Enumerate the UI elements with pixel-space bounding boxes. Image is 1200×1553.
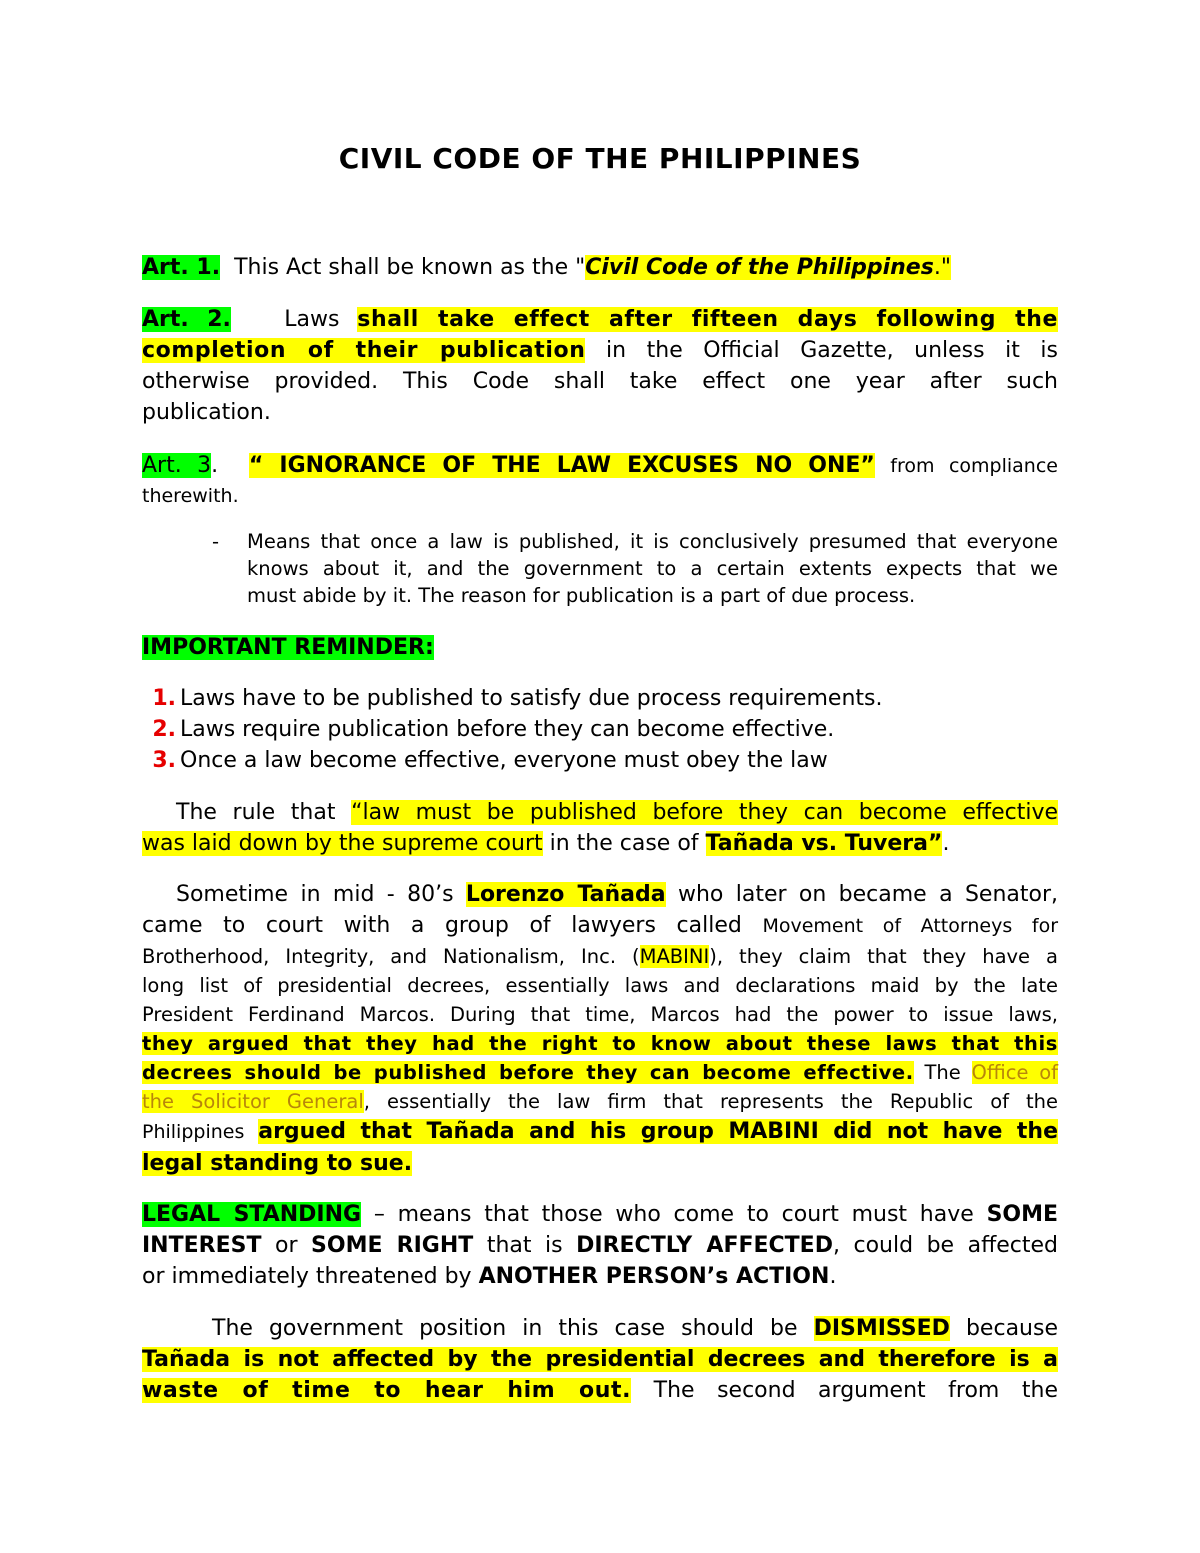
legal-standing-text-1: – means that those who come to court must have [373,1202,974,1227]
article-2-highlight-1: shall take effect after fifteen days following the [357,307,1059,332]
govt-text-3: The second argument from the [653,1378,1058,1403]
article-3-label: Art. 3 [142,453,212,478]
document-title: CIVIL CODE OF THE PHILIPPINES [338,142,862,175]
reminder-item-3 [142,745,1058,776]
rule-text-1: The rule that [176,800,336,825]
rule-end: . [942,831,950,856]
legal-standing-bold-2: INTEREST [142,1233,262,1258]
article-2-text-2: in the Official Gazette, unless it is [606,338,1058,363]
story-line-3b: ), they claim that they have a [709,945,1058,968]
article-3-dot: . [211,453,219,478]
article-2-text-1: Laws [284,307,340,332]
article-2-label: Art. 2. [142,307,231,332]
article-1 [142,252,1058,283]
article-3-text-2: therewith. [142,485,239,507]
story-paragraph [142,879,1058,1179]
story-line-2a: came to court with a group of lawyers called [142,913,742,938]
legal-standing-label: LEGAL STANDING [142,1202,362,1227]
article-3 [142,450,1058,510]
article-1-text: This Act shall be known as the " [234,255,586,280]
reminder-item-1 [142,683,1058,714]
legal-standing-text-3: that is [486,1233,563,1258]
story-highlight-3: argued that Tañada and his group MABINI did not have the [258,1119,1058,1144]
article-2-text-4: publication. [142,400,271,425]
bullet-line-1: Means that once a law is published, it is conclusively presumed that everyone [247,530,1058,553]
rule-case: Tañada vs. Tuvera” [705,831,943,856]
story-highlight-2: decrees should be published before they can become effective. [142,1061,914,1084]
article-1-label: Art. 1. [142,255,221,280]
article-2-text-3: otherwise provided. This Code shall take effect one year after such [142,369,1058,394]
story-line-7a: The [924,1061,961,1084]
story-line-3a: Brotherhood, Integrity, and Nationalism, Inc. ( [142,945,640,968]
article-3-text-1: from compliance [890,455,1058,477]
reminder-item-3-text: Once a law become effective, everyone must obey the law [180,748,828,773]
article-2-highlight-2: completion of their publication [142,338,586,363]
reminder-heading: IMPORTANT REMINDER: [142,635,434,660]
rule-text-2: in the case of [549,831,699,856]
govt-text-2: because [965,1316,1058,1341]
reminder-item-2-text: Laws require publication before they can become effective. [180,717,835,742]
legal-standing-bold-4: DIRECTLY AFFECTED [576,1233,833,1258]
story-line-8b: , essentially the law firm that represents the Republic of the [363,1090,1058,1113]
story-line-2b: Movement of Attorneys for [762,915,1058,937]
rule-highlight-2: was laid down by the supreme court [142,831,543,856]
legal-standing-text-4: , could be affected [832,1233,1059,1258]
legal-standing-text-2: or [274,1233,298,1258]
govt-text-1: The government position in this case should be [212,1316,798,1341]
govt-highlight-1: Tañada is not affected by the presidential decrees and therefore is a [142,1347,1058,1372]
article-1-quote: Civil Code of the Philippines [585,255,934,280]
rule-highlight-1: “law must be published before they can become effective [351,800,1058,825]
story-line-9a: Philippines [142,1121,245,1143]
legal-standing-paragraph [142,1199,1058,1292]
story-highlight-4: legal standing to sue. [142,1151,413,1176]
government-position-paragraph [142,1313,1058,1406]
story-osg-1: Office of [971,1061,1059,1084]
reminder-item-1-text: Laws have to be published to satisfy due process requirements. [180,686,883,711]
article-1-end: ." [933,255,951,280]
govt-dismissed: DISMISSED [813,1316,950,1341]
story-text-2: who later on became a Senator, [677,882,1058,907]
reminder-item-1-num: 1. [152,686,176,711]
rule-paragraph [142,797,1058,859]
bullet-dash: - [212,530,220,553]
legal-standing-end: . [829,1264,837,1289]
story-line-5: President Ferdinand Marcos. During that time, Marcos had the power to issue laws, [142,1003,1058,1026]
article-3-quote: “ IGNORANCE OF THE LAW EXCUSES NO ONE” [248,453,875,478]
story-name: Lorenzo Tañada [465,882,666,907]
legal-standing-bold-5: ANOTHER PERSON’s ACTION [478,1264,830,1289]
reminder-item-2-num: 2. [152,717,176,742]
legal-standing-bold-1: SOME [986,1202,1059,1227]
story-line-4: long list of presidential decrees, essentially laws and declarations maid by the late [142,974,1058,997]
legal-standing-bold-3: SOME RIGHT [311,1233,474,1258]
story-highlight-1: they argued that they had the right to know about these laws that this [142,1032,1058,1055]
govt-highlight-2: waste of time to hear him out. [142,1378,632,1403]
story-osg-2: the Solicitor General [142,1090,364,1113]
story-text-1: Sometime in mid - 80’s [176,882,454,907]
reminder-item-3-num: 3. [152,748,176,773]
bullet-line-3: must abide by it. The reason for publication is a part of due process. [247,584,916,607]
article-2 [142,304,1058,428]
legal-standing-text-5: or immediately threatened by [142,1264,472,1289]
reminder-item-2 [142,714,1058,745]
reminder-list [142,683,1058,776]
story-mabini: MABINI [639,945,710,968]
reminder-heading-block [142,632,1058,663]
bullet-line-2: knows about it, and the government to a certain extents expects that we [247,557,1058,580]
